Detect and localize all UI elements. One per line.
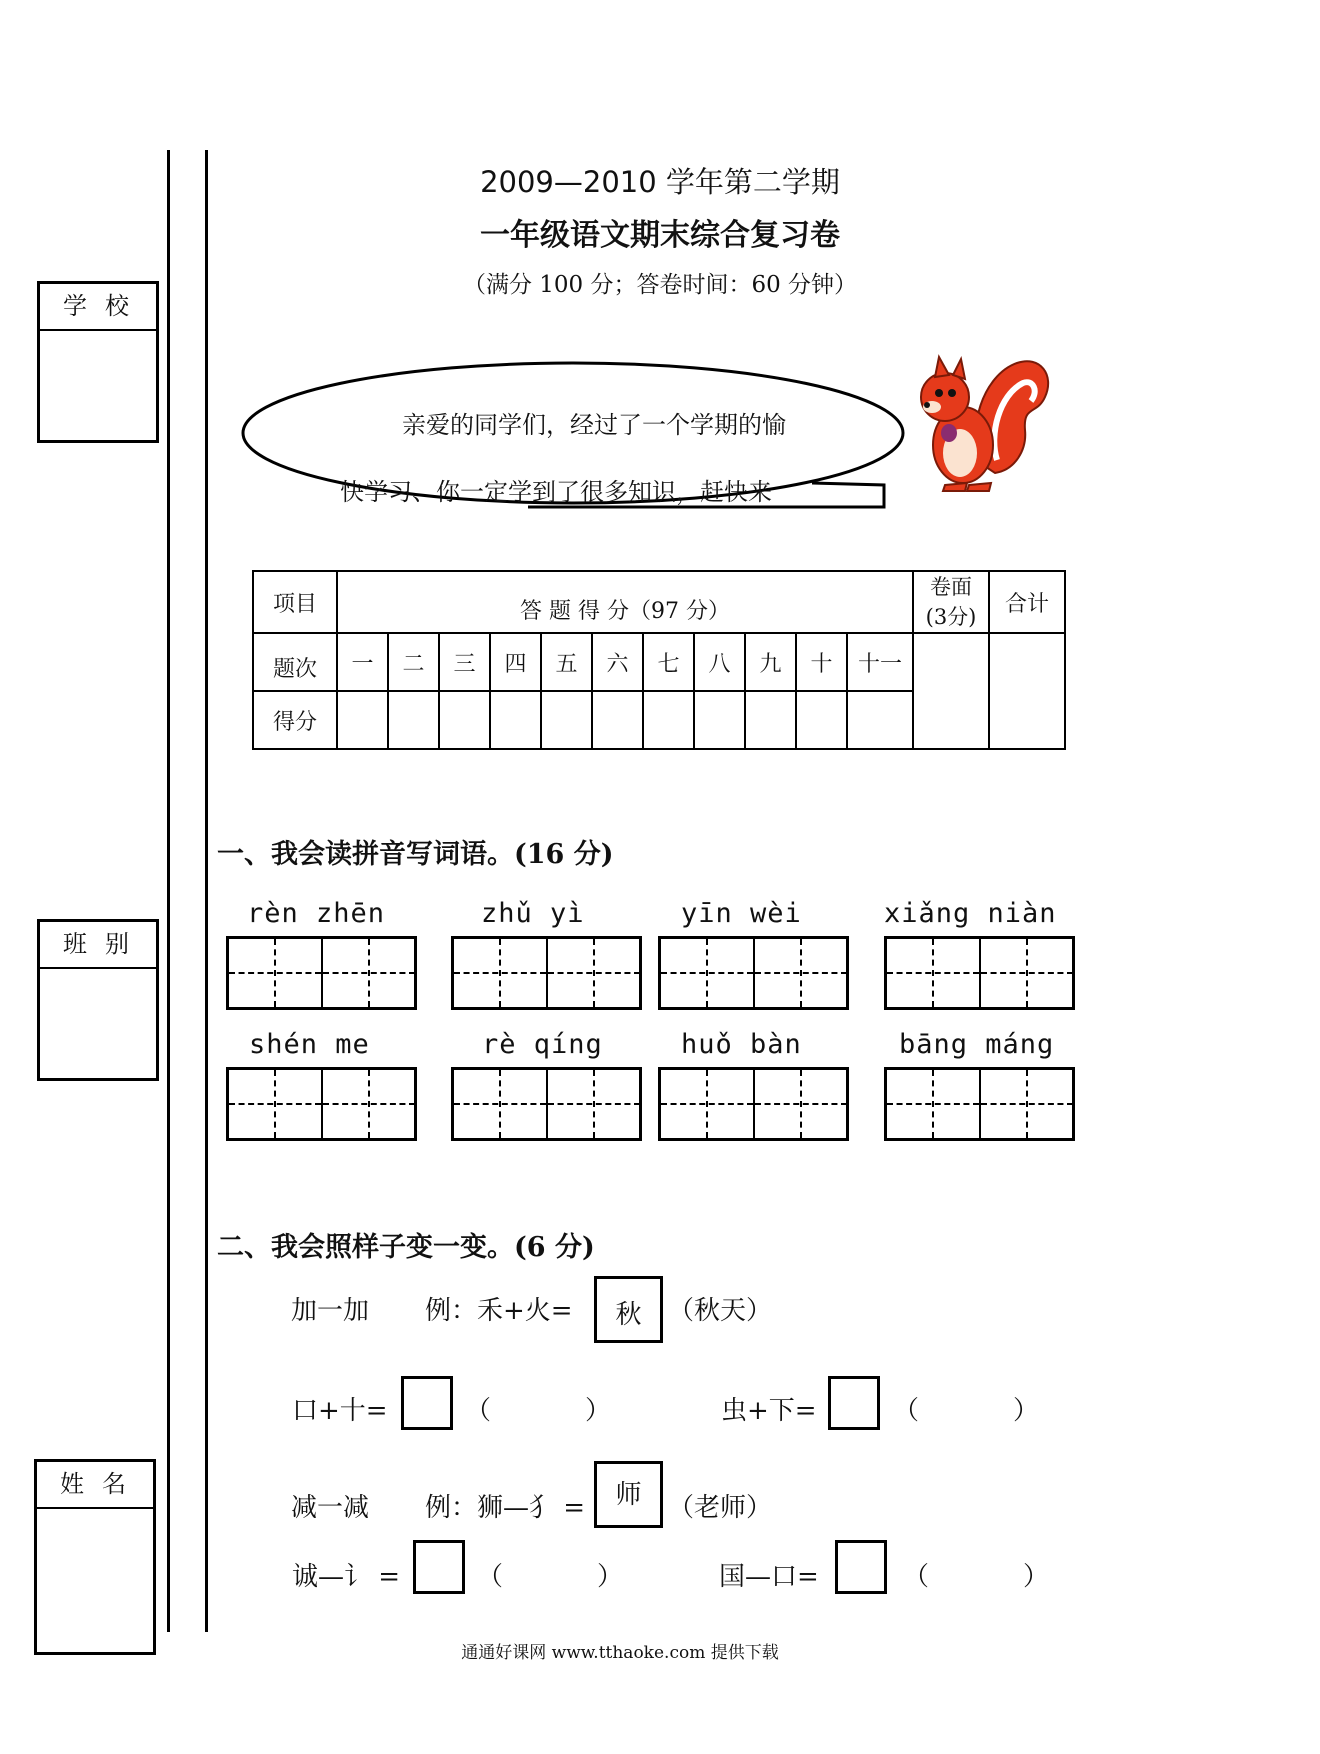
bubble-line-2: 快学习、你一定学到了很多知识，赶快来: [340, 478, 772, 506]
question-1-answer-box[interactable]: [401, 1376, 453, 1430]
writing-grid[interactable]: [658, 1067, 849, 1141]
writing-grid[interactable]: [451, 1067, 642, 1141]
pinyin-label: shén me: [249, 1029, 370, 1060]
question-number: 二: [388, 633, 439, 691]
squirrel-illustration: [905, 335, 1055, 495]
binding-line-right: [205, 150, 208, 1632]
question-number: 四: [490, 633, 541, 691]
score-cell[interactable]: [439, 691, 490, 749]
question-1-open-paren: （: [465, 1396, 492, 1426]
writing-grid[interactable]: [884, 1067, 1075, 1141]
question-number: 三: [439, 633, 490, 691]
footer-credit: 通通好课网 www.tthaoke.com 提供下载: [461, 1643, 779, 1663]
subtract-example: 例：狮—犭 =: [425, 1493, 586, 1523]
question-4-answer-box[interactable]: [835, 1540, 887, 1594]
school-label: 学校: [40, 284, 156, 331]
question-1-close-paren: ）: [585, 1396, 612, 1426]
question-3-label: 诚—讠 =: [292, 1562, 401, 1592]
score-row-label: 得分: [253, 691, 337, 749]
name-box: [34, 1459, 156, 1655]
score-cell[interactable]: [592, 691, 643, 749]
paper-header-line-2: (3分): [925, 605, 977, 629]
pinyin-label: bāng máng: [899, 1029, 1055, 1060]
question-number: 六: [592, 633, 643, 691]
bubble-line-1: 亲爱的同学们，经过了一个学期的愉: [402, 411, 786, 439]
pinyin-label: rèn zhēn: [247, 898, 386, 929]
question-4-close-paren: ）: [1023, 1562, 1050, 1592]
add-example-word: （秋天）: [668, 1296, 773, 1326]
pinyin-label: yīn wèi: [681, 898, 802, 929]
score-cell[interactable]: [847, 691, 913, 749]
subtract-example-answer: 师: [594, 1461, 663, 1528]
paper-score-cell[interactable]: [913, 633, 989, 749]
question-number: 八: [694, 633, 745, 691]
question-number: 五: [541, 633, 592, 691]
score-table: [252, 570, 1066, 750]
score-cell[interactable]: [337, 691, 388, 749]
writing-grid[interactable]: [451, 936, 642, 1010]
score-table-main-header: 答 题 得 分（97 分）: [337, 571, 913, 633]
question-4-open-paren: （: [903, 1562, 930, 1592]
score-cell[interactable]: [388, 691, 439, 749]
score-table-item-header: 项目: [253, 571, 337, 633]
pinyin-label: zhǔ yì: [481, 898, 585, 929]
score-table-paper-header: [913, 571, 989, 633]
question-3-close-paren: ）: [597, 1562, 624, 1592]
question-number: 七: [643, 633, 694, 691]
question-2-close-paren: ）: [1013, 1396, 1040, 1426]
school-box: [37, 281, 159, 443]
bubble-line-2-clip: [340, 470, 800, 506]
question-2-open-paren: （: [893, 1396, 920, 1426]
add-example-answer: 秋: [594, 1276, 663, 1343]
question-number: 十: [796, 633, 847, 691]
score-table-total-header: 合计: [989, 571, 1065, 633]
question-3-open-paren: （: [477, 1562, 504, 1592]
score-cell[interactable]: [541, 691, 592, 749]
question-4-label: 国—口=: [719, 1562, 819, 1592]
question-number: 十一: [847, 633, 913, 691]
section-1-title: 一、我会读拼音写词语。(16 分): [217, 839, 614, 870]
class-box: [37, 919, 159, 1081]
question-3-answer-box[interactable]: [413, 1540, 465, 1594]
writing-grid[interactable]: [884, 936, 1075, 1010]
total-score-cell[interactable]: [989, 633, 1065, 749]
question-2-label: 虫+下=: [721, 1396, 817, 1426]
add-label: 加一加: [291, 1296, 370, 1326]
subtract-label: 减一减: [291, 1493, 370, 1523]
writing-grid[interactable]: [226, 936, 417, 1010]
question-number: 一: [337, 633, 388, 691]
score-cell[interactable]: [796, 691, 847, 749]
pinyin-label: rè qíng: [482, 1029, 603, 1060]
writing-grid[interactable]: [226, 1067, 417, 1141]
question-row-label: 题次: [253, 633, 337, 691]
binding-line-left: [167, 150, 170, 1632]
pinyin-label: xiǎng niàn: [884, 898, 1057, 929]
add-example: 例：禾+火=: [425, 1296, 573, 1326]
class-label: 班别: [40, 922, 156, 969]
question-2-answer-box[interactable]: [828, 1376, 880, 1430]
question-number: 九: [745, 633, 796, 691]
exam-title: 一年级语文期末综合复习卷: [480, 218, 840, 253]
pinyin-label: huǒ bàn: [681, 1029, 802, 1060]
score-cell[interactable]: [490, 691, 541, 749]
score-cell[interactable]: [643, 691, 694, 749]
section-2-title: 二、我会照样子变一变。(6 分): [217, 1232, 595, 1263]
score-cell[interactable]: [694, 691, 745, 749]
paper-header-line-1: 卷面: [930, 575, 972, 599]
name-label: 姓名: [37, 1462, 153, 1509]
exam-subtitle: （满分 100 分；答卷时间：60 分钟）: [462, 272, 858, 298]
exam-year: 2009—2010 学年第二学期: [480, 165, 840, 199]
score-cell[interactable]: [745, 691, 796, 749]
question-1-label: 口+十=: [292, 1396, 388, 1426]
writing-grid[interactable]: [658, 936, 849, 1010]
subtract-example-word: （老师）: [668, 1493, 773, 1523]
